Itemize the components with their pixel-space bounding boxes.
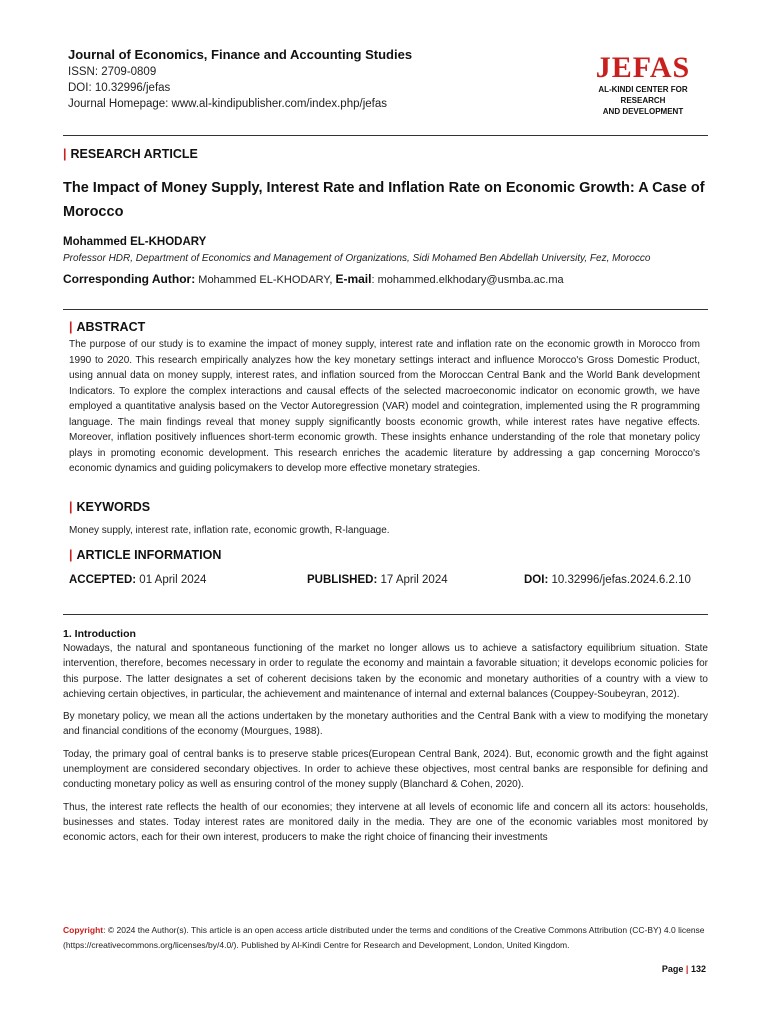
published-date: PUBLISHED: 17 April 2024 (307, 574, 448, 586)
keywords-text: Money supply, interest rate, inflation rate, economic growth, R-language. (69, 525, 390, 536)
paragraph: By monetary policy, we mean all the actions undertaken by the monetary authorities and the Central Bank with a view to modifying the monetary and financial conditions of the economy (Mourgues, 1988). (63, 711, 708, 738)
copyright-footer (63, 923, 708, 953)
email-link[interactable]: mohammed.elkhodary@usmba.ac.ma (377, 274, 564, 286)
copyright-label: Copyright (63, 925, 104, 935)
article-info-heading: | ARTICLE INFORMATION (69, 548, 222, 562)
doi-link[interactable]: 10.32996/jefas.2024.6.2.10 (551, 574, 691, 586)
article-title: The Impact of Money Supply, Interest Rate and Inflation Rate on Economic Growth: A Case of Morocco (63, 180, 705, 220)
journal-header (68, 46, 708, 126)
accepted-date: ACCEPTED: 01 April 2024 (69, 574, 207, 586)
keywords-heading: | KEYWORDS (69, 500, 151, 514)
logo-text: JEFAS (595, 51, 691, 84)
corresponding-author: Corresponding Author: Mohammed EL-KHODARY, E-mail: mohammed.elkhodary@usmba.ac.ma (63, 272, 564, 286)
journal-issn: ISSN: 2709-0809 (68, 66, 157, 78)
author-name: Mohammed EL-KHODARY (63, 236, 207, 248)
header-divider (63, 135, 708, 136)
jefas-logo (578, 52, 708, 117)
abstract-text: The purpose of our study is to examine the impact of money supply, interest rate and inflation rate on the economic growth in Morocco from 1990 to 2020. This research empirically analyzes how the key monetary settings interact and influence Morocco's Gross Domestic Product, using annual data on money supply, interest rates, and inflation sourced from the Moroccan Central Bank and the World Bank development Indicators. To explore the complex interactions and causal effects of the selected macroeconomic indicator on economic growth, we have employed a quantitative analysis based on the Vector Autoregression (VAR) model and cointegration, implemented using the R programming language. The main findings reveal that money supply significantly boosts economic growth, while interest rates have negative effects. Moreover, inflation positively influences short-term economic growth. These insights enhance understanding of the role that monetary policy plays in promoting economic development. This research enriches the academic literature by addressing a gap concerning Morocco's economic dynamics and guiding policymakers to develop more effective monetary strategies. (69, 339, 700, 474)
logo-subtitle-line-1: AL-KINDI CENTER FOR RESEARCH (598, 85, 688, 105)
article-type-heading: | RESEARCH ARTICLE (63, 147, 198, 161)
introduction-heading: 1. Introduction (63, 628, 136, 640)
logo-subtitle-line-2: AND DEVELOPMENT (602, 107, 684, 116)
page-number: Page | 132 (661, 964, 706, 974)
copyright-text: : © 2024 the Author(s). This article is an open access article distributed under the terms and conditions of the Creative Commons Attribution (CC-BY) 4.0 license (https://creativecommons.org/licenses/by/4.0/). Published by Al-Kindi Centre for Research and Development, London, United Kingdom. (63, 925, 705, 950)
accent-bar: | (63, 147, 67, 161)
author-affiliation: Professor HDR, Department of Economics and Management of Organizations, Sidi Mohamed Ben Abdellah University, Fez, Morocco (63, 253, 651, 264)
paragraph: Thus, the interest rate reflects the health of our economies; they intervene at all levels of economic life and concern all its actors: households, businesses and states. Today interest rates are monitored daily in the media. They are one of the economic variables most monitored by economic actors, each for their own interest, producers to make the right choice of financing their investments (63, 801, 708, 844)
paragraph: Nowadays, the natural and spontaneous functioning of the market no longer allows us to achieve a satisfactory equilibrium situation. State intervention, therefore, becomes necessary in order to regulate the economy and maintain a favorable situation; it develops economic policies for this purpose. The latter designates a set of coherent decisions taken by the economic and monetary authorities of a country with a view to achieving certain objectives, in particular, the achievement and maintenance of internal and external balances (Couppey-Soubeyran, 2012). (63, 643, 708, 700)
abstract-heading: | ABSTRACT (69, 320, 146, 334)
journal-doi: DOI: 10.32996/jefas (68, 82, 171, 94)
introduction-section (63, 627, 708, 853)
article-doi: DOI: 10.32996/jefas.2024.6.2.10 (524, 574, 691, 586)
journal-title: Journal of Economics, Finance and Accounting Studies (68, 47, 413, 62)
paragraph: Today, the primary goal of central banks is to preserve stable prices(European Central Bank, 2024). But, economic growth and the fight against unemployment are considered secondary objectives. In order to achieve these objectives, most central banks are responsible for defining and conducting monetary policy as well as ensuring control of the money supply (Blanchard & Cohen, 2020). (63, 748, 708, 791)
journal-homepage-link[interactable]: Journal Homepage: www.al-kindipublisher.com/index.php/jefas (68, 98, 387, 110)
